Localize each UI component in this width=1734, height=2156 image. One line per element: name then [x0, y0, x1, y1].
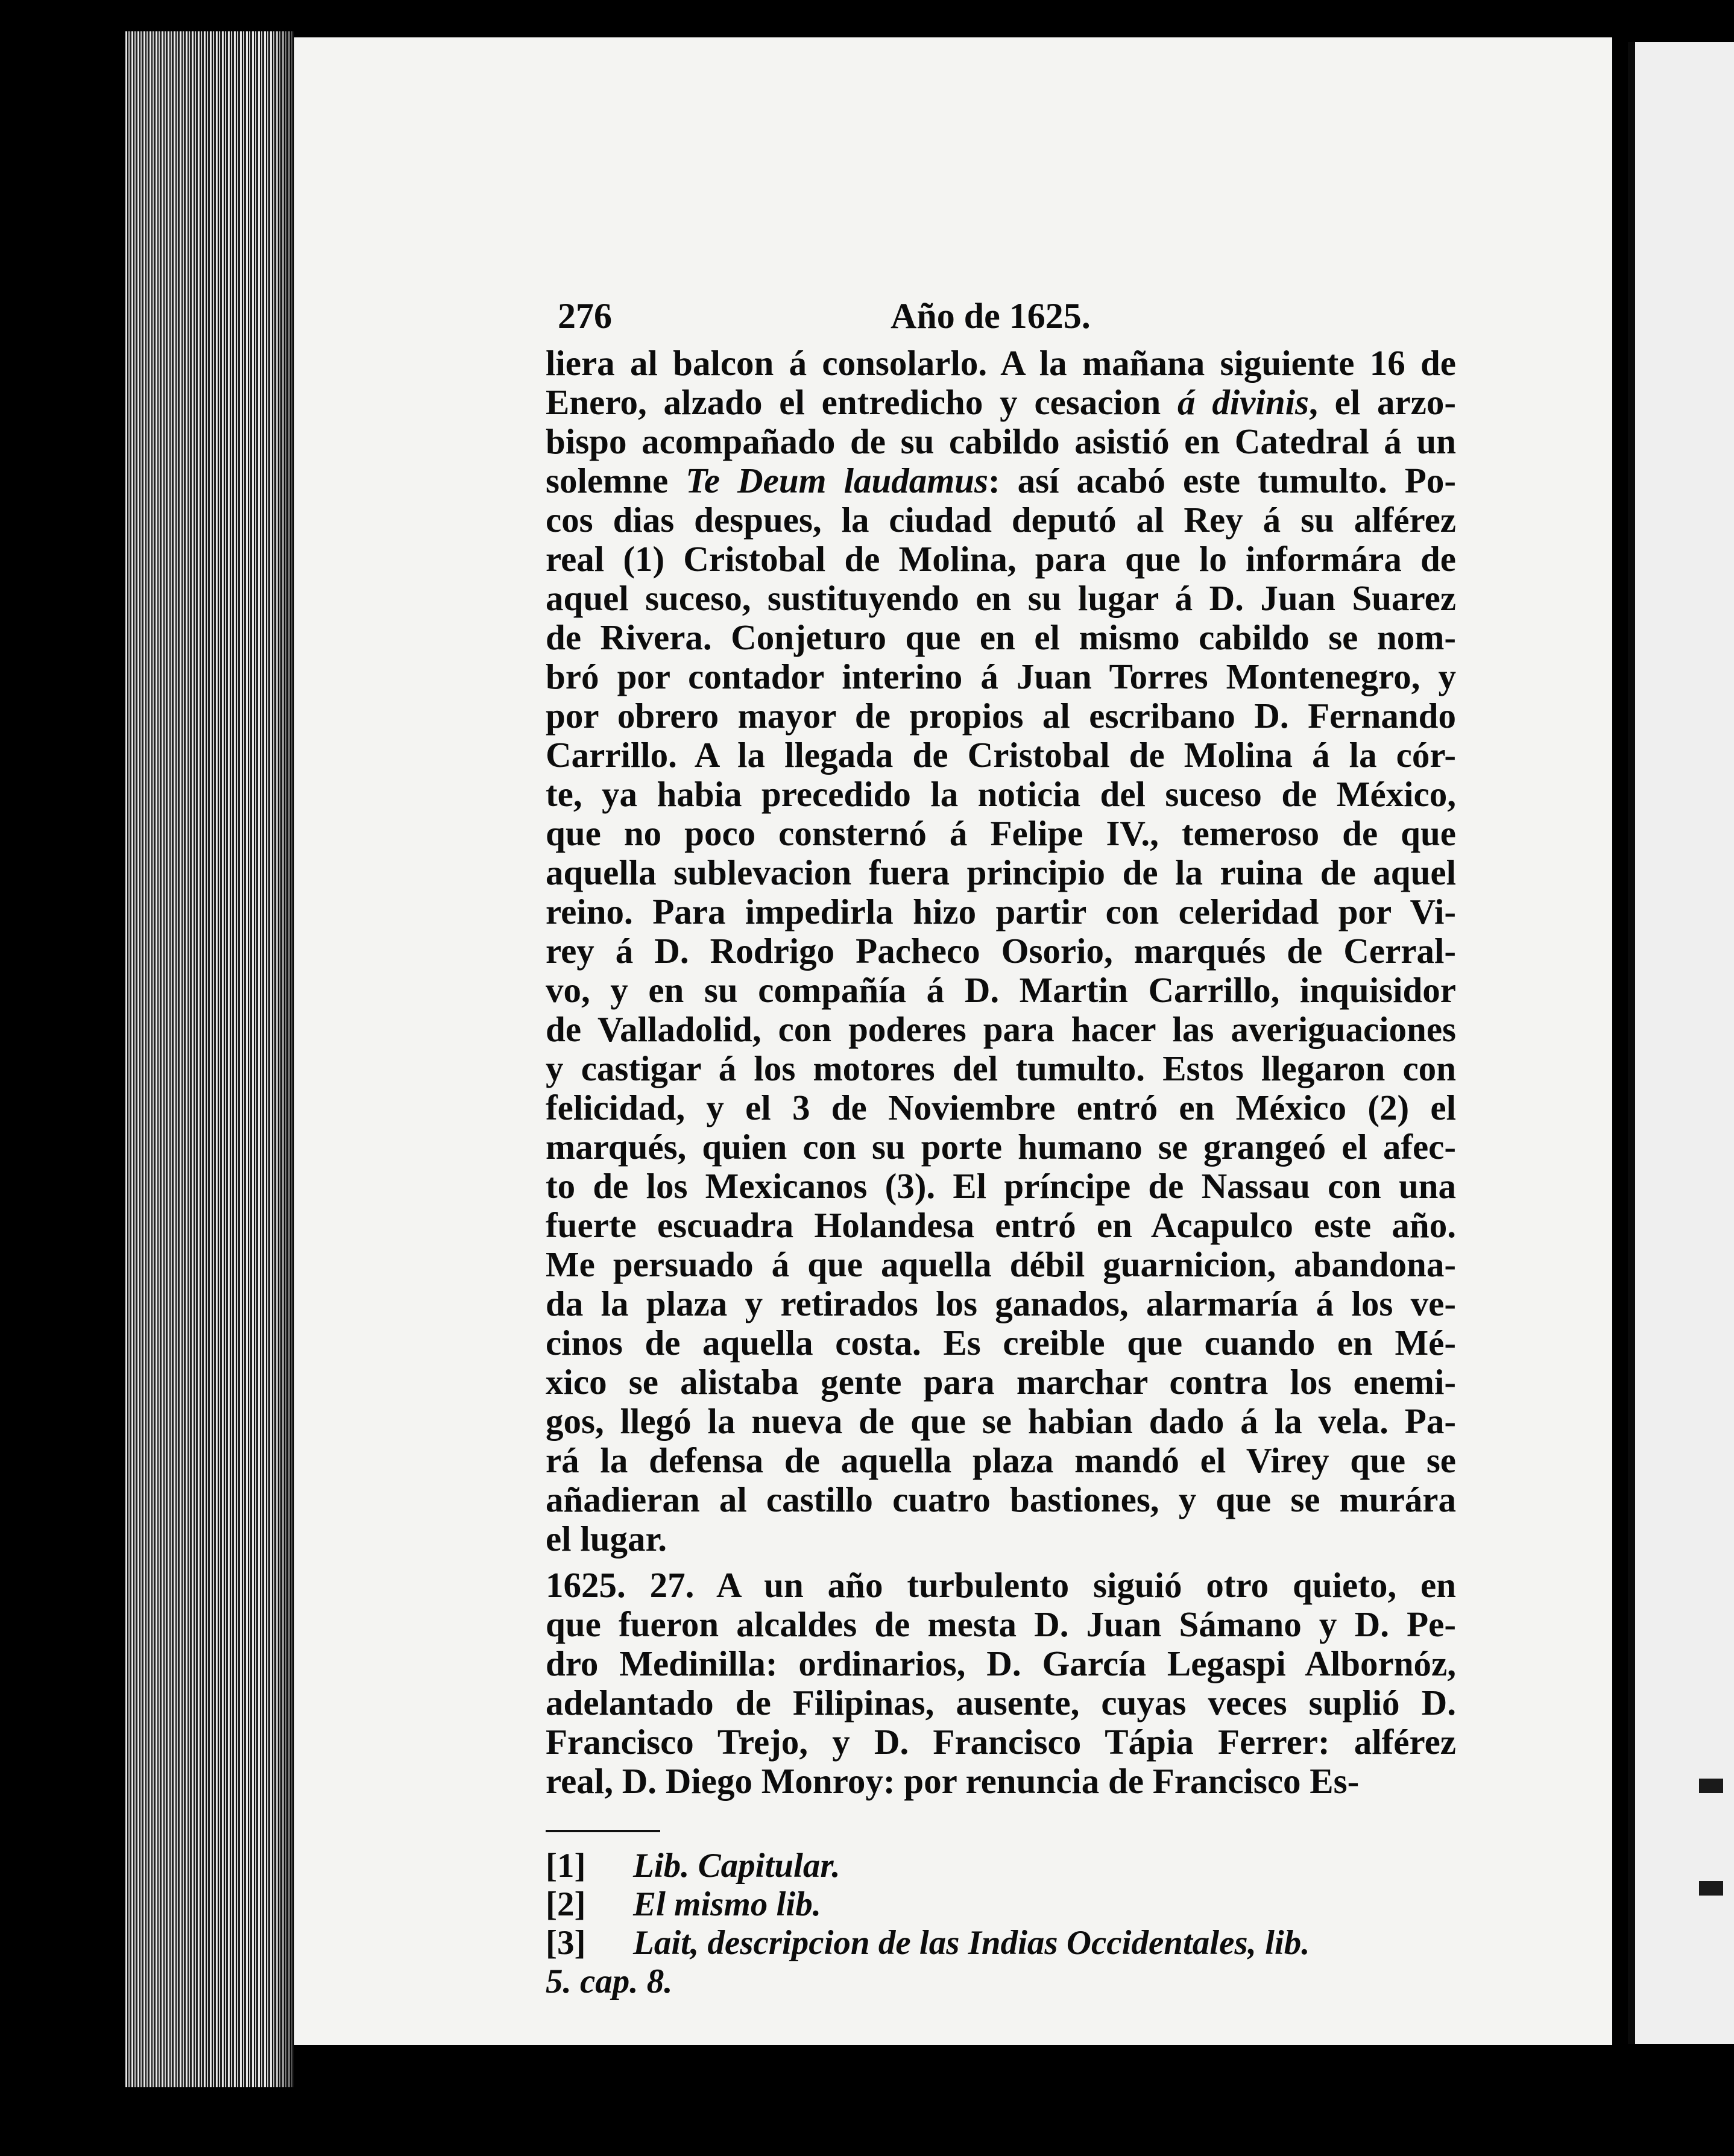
text-line: to de los Mexicanos (3). El príncipe de Nassau con una	[546, 1167, 1456, 1206]
text-line: rey á D. Rodrigo Pacheco Osorio, marqués de Cerral-	[546, 931, 1456, 971]
text-line: da la plaza y retirados los ganados, alarmaría á los ve-	[546, 1284, 1456, 1323]
text-line: xico se alistaba gente para marchar contra los enemi-	[546, 1363, 1456, 1402]
text-line: 1625. 27. A un año turbulento siguió otro quieto, en	[546, 1566, 1456, 1605]
paragraph-1625	[546, 1566, 1456, 1801]
text-line: Me persuado á que aquella débil guarnicion, abandona-	[546, 1245, 1456, 1284]
text-line: real (1) Cristobal de Molina, para que lo informára de	[546, 540, 1456, 579]
book-page-edges	[125, 31, 294, 2087]
text-line: marqués, quien con su porte humano se grangeó el afec-	[546, 1127, 1456, 1167]
page-header	[546, 295, 1456, 344]
gutter-shadow	[270, 31, 294, 2087]
text-line: rá la defensa de aquella plaza mandó el Virey que se	[546, 1441, 1456, 1480]
footnote-mark: [1]	[546, 1847, 586, 1885]
text-line: bró por contador interino á Juan Torres Montenegro, y	[546, 657, 1456, 696]
text-line: cos dias despues, la ciudad deputó al Rey á su alférez	[546, 500, 1456, 540]
footnote-continuation: 5. cap. 8.	[546, 1962, 673, 2000]
text-line: que fueron alcaldes de mesta D. Juan Sámano y D. Pe-	[546, 1605, 1456, 1644]
text-line: liera al balcon á consolarlo. A la mañana siguiente 16 de	[546, 344, 1456, 383]
text-line: añadieran al castillo cuatro bastiones, y que se murára	[546, 1480, 1456, 1519]
text-line: dro Medinilla: ordinarios, D. García Legaspi Albornóz,	[546, 1644, 1456, 1683]
text-line: de Rivera. Conjeturo que en el mismo cabildo se nom-	[546, 618, 1456, 657]
next-page-edge	[1635, 42, 1734, 2044]
text-line: bispo acompañado de su cabildo asistió en Catedral á un	[546, 422, 1456, 461]
page-text-block	[546, 295, 1456, 2001]
text-line: Enero, alzado el entredicho y cesacion á divinis, el arzo-	[546, 383, 1456, 422]
text-line: vo, y en su compañía á D. Martin Carrillo, inquisidor	[546, 971, 1456, 1010]
text-line: Carrillo. A la llegada de Cristobal de Molina á la cór-	[546, 736, 1456, 775]
text-line: felicidad, y el 3 de Noviembre entró en México (2) el	[546, 1088, 1456, 1127]
text-line: cinos de aquella costa. Es creible que cuando en Mé-	[546, 1323, 1456, 1363]
running-title: Año de 1625.	[891, 296, 1091, 336]
footnote-mark: [3]	[546, 1924, 586, 1962]
text-line: de Valladolid, con poderes para hacer las averiguaciones	[546, 1010, 1456, 1049]
footnote-text: Lib. Capitular.	[633, 1847, 840, 1885]
footnote	[546, 1924, 1456, 1962]
footnote-text: Lait, descripcion de las Indias Occidentales, lib.	[633, 1924, 1310, 1962]
text-line: que no poco consternó á Felipe IV., temeroso de que	[546, 814, 1456, 853]
text-line: el lugar.	[546, 1519, 667, 1559]
text-line: te, ya habia precedido la noticia del suceso de México,	[546, 775, 1456, 814]
text-line: fuerte escuadra Holandesa entró en Acapulco este año.	[546, 1206, 1456, 1245]
text-line: aquel suceso, sustituyendo en su lugar á D. Juan Suarez	[546, 579, 1456, 618]
text-line: Francisco Trejo, y D. Francisco Tápia Ferrer: alférez	[546, 1723, 1456, 1762]
text-line: adelantado de Filipinas, ausente, cuyas veces suplió D.	[546, 1683, 1456, 1723]
footnote	[546, 1885, 1456, 1924]
text-line: solemne Te Deum laudamus: así acabó este tumulto. Po-	[546, 461, 1456, 500]
page-number: 276	[558, 296, 612, 336]
footnote-rule	[546, 1830, 660, 1832]
paragraph-main	[546, 344, 1456, 1559]
next-page-ink-mark	[1699, 1779, 1723, 1793]
footnote	[546, 1847, 1456, 1885]
text-line: gos, llegó la nueva de que se habian dado á la vela. Pa-	[546, 1402, 1456, 1441]
text-line: real, D. Diego Monroy: por renuncia de Francisco Es-	[546, 1762, 1360, 1801]
next-page-ink-mark	[1699, 1881, 1723, 1896]
text-line: y castigar á los motores del tumulto. Estos llegaron con	[546, 1049, 1456, 1088]
text-line: reino. Para impedirla hizo partir con celeridad por Vi-	[546, 892, 1456, 931]
footnote-text: El mismo lib.	[633, 1885, 821, 1923]
text-line: aquella sublevacion fuera principio de la ruina de aquel	[546, 853, 1456, 892]
text-line: por obrero mayor de propios al escribano D. Fernando	[546, 696, 1456, 736]
footnote-mark: [2]	[546, 1885, 586, 1923]
